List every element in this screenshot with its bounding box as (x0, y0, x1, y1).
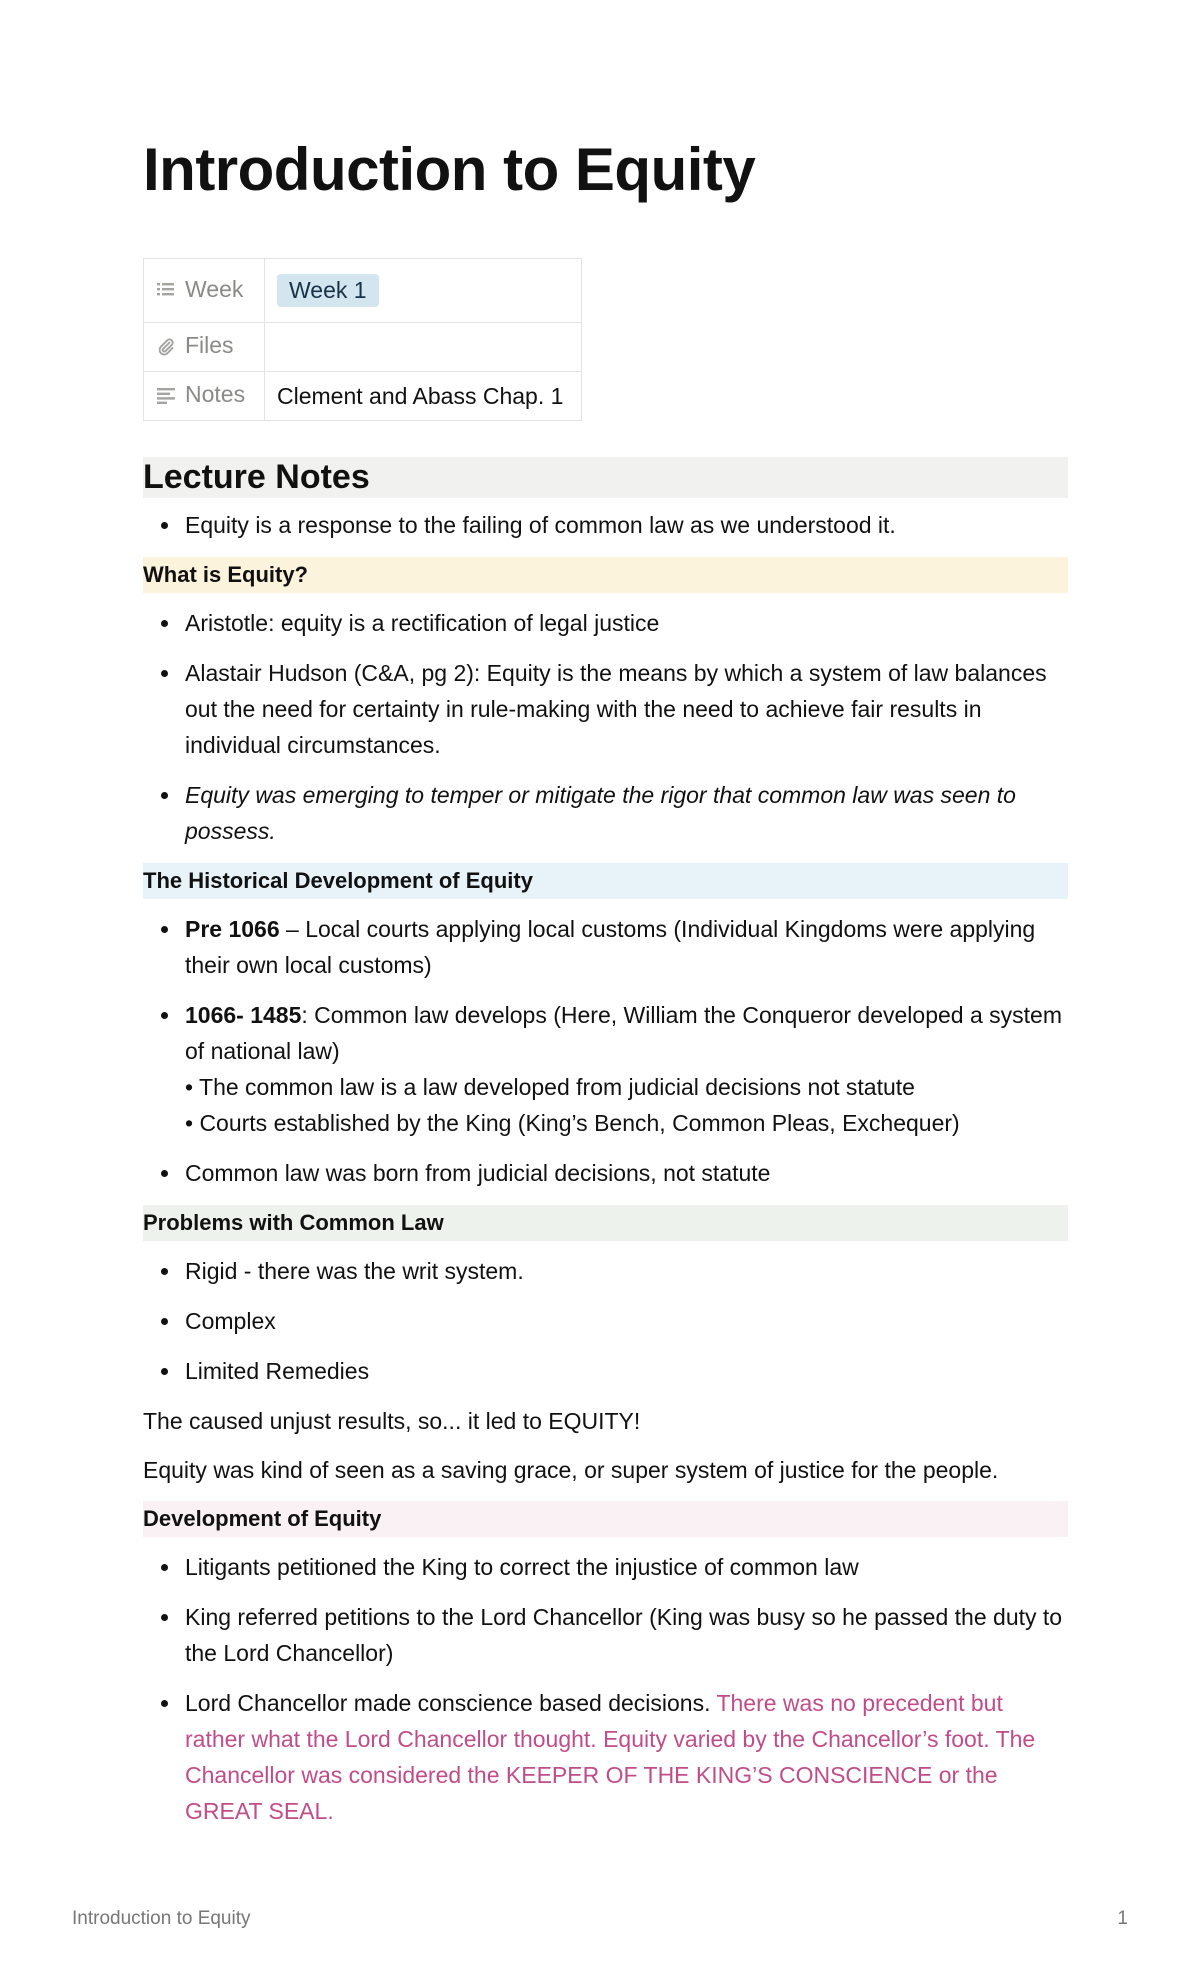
footer-title: Introduction to Equity (72, 1908, 251, 1929)
week-tag[interactable]: Week 1 (277, 274, 379, 307)
list-item: Litigants petitioned the King to correct the injustice of common law (185, 1549, 1068, 1585)
lecture-notes-list (143, 507, 1068, 543)
property-row-week (144, 259, 582, 323)
text-lines-icon (156, 385, 176, 405)
heading-historical-development: The Historical Development of Equity (143, 863, 1068, 899)
list-icon (156, 279, 176, 299)
list-item (185, 997, 1068, 1141)
heading-lecture-notes: Lecture Notes (143, 457, 1068, 498)
paragraph: The caused unjust results, so... it led to EQUITY! (143, 1408, 641, 1434)
sub-point: • Courts established by the King (King’s Bench, Common Pleas, Exchequer) (185, 1110, 960, 1136)
problems-list (143, 1253, 1068, 1389)
list-item: Equity was emerging to temper or mitigate the rigor that common law was seen to possess. (185, 777, 1068, 849)
heading-development-of-equity: Development of Equity (143, 1501, 1068, 1537)
list-item (185, 911, 1068, 983)
property-label-files: Files (185, 332, 234, 359)
what-is-equity-list (143, 605, 1068, 849)
bold-period-pre-1066: Pre 1066 (185, 916, 280, 942)
development-list (143, 1549, 1068, 1829)
list-item: Limited Remedies (185, 1353, 1068, 1389)
historical-list (143, 911, 1068, 1191)
property-label-week: Week (185, 275, 244, 302)
list-item: Alastair Hudson (C&A, pg 2): Equity is the means by which a system of law balances out the need for certainty in rule-making with the need to achieve fair results in individual circumstances. (185, 655, 1068, 763)
heading-what-is-equity: What is Equity? (143, 557, 1068, 593)
sub-point: • The common law is a law developed from judicial decisions not statute (185, 1074, 915, 1100)
highlighted-pink-text: There was no precedent but rather what the Lord Chancellor thought. Equity varied by the Chancellor’s foot. The Chancellor was considered the KEEPER OF THE KING’S CONSCIENCE or the GREAT SEAL. (185, 1690, 1036, 1824)
page-title: Introduction to Equity (143, 136, 756, 203)
list-item-text: – Local courts applying local customs (Individual Kingdoms were applying their own local customs) (185, 916, 1036, 978)
property-value-notes[interactable]: Clement and Abass Chap. 1 (265, 372, 582, 421)
paragraph: Equity was kind of seen as a saving grace, or super system of justice for the people. (143, 1457, 999, 1483)
list-item-text: : Common law develops (Here, William the Conqueror developed a system of national law) (185, 1002, 1062, 1064)
paperclip-icon (156, 336, 176, 356)
list-item: Aristotle: equity is a rectification of legal justice (185, 605, 1068, 641)
heading-problems-common-law: Problems with Common Law (143, 1205, 1068, 1241)
property-value-week-cell[interactable] (265, 259, 582, 323)
list-item: Equity is a response to the failing of common law as we understood it. (185, 507, 1068, 543)
bold-period-1066-1485: 1066- 1485 (185, 1002, 302, 1028)
properties-table (143, 258, 582, 421)
list-item (185, 1685, 1068, 1829)
list-item-text: Lord Chancellor made conscience based decisions. (185, 1690, 717, 1716)
property-label-notes: Notes (185, 381, 246, 408)
property-value-files[interactable] (265, 323, 582, 372)
property-row-files (144, 323, 582, 372)
footer-page-number: 1 (1117, 1908, 1128, 1929)
list-item: Common law was born from judicial decisions, not statute (185, 1155, 1068, 1191)
list-item: Complex (185, 1303, 1068, 1339)
list-item: King referred petitions to the Lord Chancellor (King was busy so he passed the duty to the Lord Chancellor) (185, 1599, 1068, 1671)
list-item: Rigid - there was the writ system. (185, 1253, 1068, 1289)
content-flow (143, 457, 1068, 1843)
property-row-notes (144, 372, 582, 421)
